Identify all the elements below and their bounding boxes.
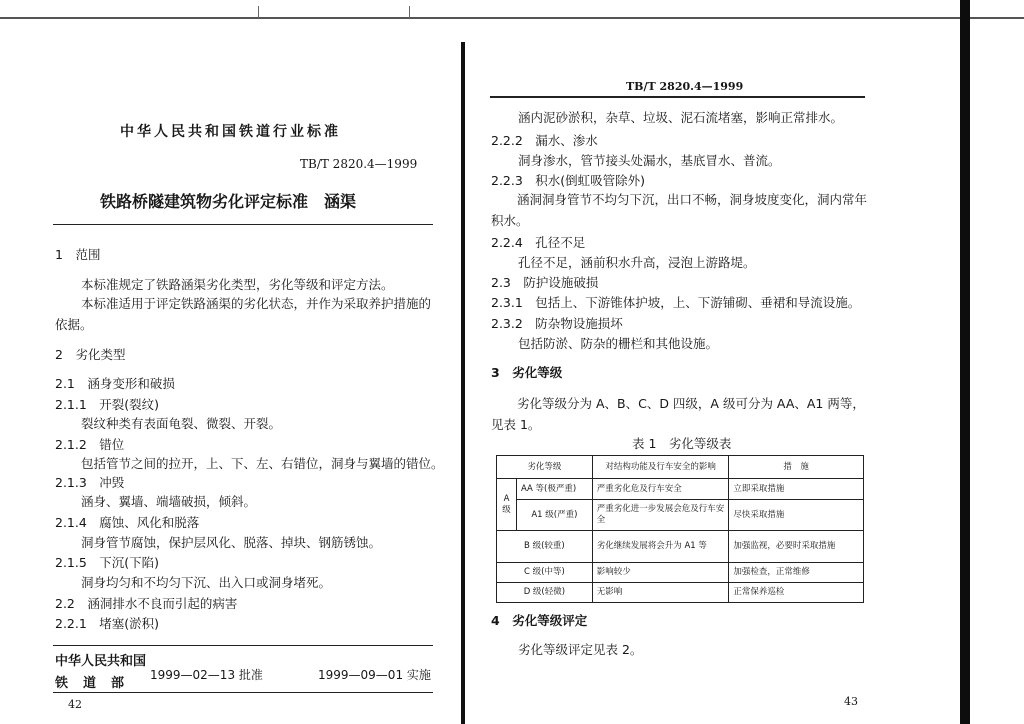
table-cell: 影响较少	[592, 563, 729, 583]
table-cell: 加强监视，必要时采取措施	[729, 531, 864, 563]
section-2-1-3: 2.1.3 冲毁	[55, 475, 125, 490]
section-1-para-1: 本标准规定了铁路涵渠劣化类型，劣化等级和评定方法。	[81, 277, 394, 292]
table-1-caption: 表 1 劣化等级表	[632, 436, 732, 451]
table-header-impact: 对结构功能及行车安全的影响	[592, 456, 729, 479]
table-cell: 尽快采取措施	[729, 500, 864, 531]
table-cell: 加强检查，正常维修	[729, 563, 864, 583]
section-1-heading: 1 范围	[55, 247, 101, 262]
right-edge-bar	[960, 0, 970, 724]
section-2-1-5-desc: 洞身均匀和不均匀下沉、出入口或洞身堵死。	[81, 575, 332, 590]
footer-org-line-1: 中华人民共和国	[55, 654, 147, 669]
table-cell: 劣化继续发展将会升为 A1 等	[592, 531, 729, 563]
approval-date: 1999—02—13 批准	[150, 668, 263, 682]
section-4-heading: 4 劣化等级评定	[491, 613, 588, 628]
title-rule	[53, 224, 433, 225]
section-3-heading: 3 劣化等级	[491, 365, 563, 380]
section-2-3-2: 2.3.2 防杂物设施损坏	[491, 316, 623, 331]
table-header-row	[497, 456, 864, 479]
section-2-heading: 2 劣化类型	[55, 347, 126, 362]
left-standard-number: TB/T 2820.4—1999	[300, 157, 418, 171]
table-row	[497, 583, 864, 603]
table-cell: B 级(较重)	[497, 531, 593, 563]
section-2-3-1: 2.3.1 包括上、下游锥体护坡，上、下游铺砌、垂裙和导流设施。	[491, 295, 861, 310]
section-2-1-1: 2.1.1 开裂(裂纹)	[55, 397, 160, 412]
section-2-2-2: 2.2.2 漏水、渗水	[491, 133, 598, 148]
implementation-date: 1999—09—01 实施	[318, 668, 431, 682]
section-2-2-4-desc: 孔径不足，涵前积水升高，浸泡上游路堤。	[518, 255, 756, 270]
grade-table	[496, 455, 864, 603]
table-row	[497, 500, 864, 531]
table-cell: 无影响	[592, 583, 729, 603]
section-1-para-2: 本标准适用于评定铁路涵渠的劣化状态，并作为采取养护措施的依据。	[55, 296, 432, 332]
section-2-1-4-desc: 洞身管节腐蚀，保护层风化、脱落、掉块、钢筋锈蚀。	[81, 535, 382, 550]
table-row	[497, 563, 864, 583]
table-header-grade: 劣化等级	[497, 456, 593, 479]
table-cell: AA 等(极严重)	[516, 479, 592, 500]
section-2-1-5: 2.1.5 下沉(下陷)	[55, 555, 160, 570]
table-header-measures: 措 施	[729, 456, 864, 479]
left-page-number: 42	[68, 698, 82, 711]
section-2-1-2-desc: 包括管节之间的拉开，上、下、左、右错位，洞身与翼墙的错位。	[81, 456, 444, 471]
table-cell: A1 级(严重)	[516, 500, 592, 531]
section-2-2-2-desc: 洞身渗水，管节接头处漏水，基底冒水、普流。	[518, 153, 781, 168]
footer-rule	[53, 645, 433, 646]
section-2-1-4: 2.1.4 腐蚀、风化和脱落	[55, 515, 200, 530]
section-2-3-2-desc: 包括防淤、防杂的栅栏和其他设施。	[518, 336, 719, 351]
table-cell: C 级(中等)	[497, 563, 593, 583]
table-a-group: A 级	[497, 479, 517, 531]
top-scan-line	[0, 17, 1024, 19]
left-page-header: 中华人民共和国铁道行业标准	[120, 124, 341, 140]
page-gutter-line	[461, 42, 465, 724]
right-page-number: 43	[844, 695, 858, 708]
section-2-2-3-desc: 涵洞洞身管节不均匀下沉，出口不畅，洞身坡度变化，洞内常年积水。	[491, 192, 868, 228]
section-2-2-3: 2.2.3 积水(倒虹吸管除外)	[491, 173, 646, 188]
section-2-3: 2.3 防护设施破损	[491, 275, 599, 290]
table-cell: 严重劣化进一步发展会危及行车安全	[592, 500, 729, 531]
section-4-para: 劣化等级评定见表 2。	[518, 642, 643, 657]
top-tick-right	[409, 6, 410, 18]
section-2-2-4: 2.2.4 孔径不足	[491, 235, 586, 250]
right-header-rule	[490, 96, 865, 98]
footer-rule-bottom	[53, 692, 433, 693]
section-2-1-1-desc: 裂纹种类有表面龟裂、微裂、开裂。	[81, 416, 282, 431]
table-cell: 严重劣化危及行车安全	[592, 479, 729, 500]
table-row	[497, 531, 864, 563]
section-2-2-1: 2.2.1 堵塞(淤积)	[55, 616, 160, 631]
table-cell: D 级(轻微)	[497, 583, 593, 603]
top-tick-left	[258, 6, 259, 18]
document-title: 铁路桥隧建筑物劣化评定标准 涵渠	[100, 192, 357, 211]
section-2-1-2: 2.1.2 错位	[55, 437, 125, 452]
section-2-2: 2.2 涵洞排水不良而引起的病害	[55, 596, 238, 611]
footer-org-line-2: 铁 道 部	[55, 676, 126, 691]
table-cell: 正常保养巡检	[729, 583, 864, 603]
right-page-header: TB/T 2820.4—1999	[626, 80, 744, 93]
section-2-2-1-desc: 涵内泥砂淤积，杂草、垃圾、泥石流堵塞，影响正常排水。	[518, 110, 844, 125]
section-3-para: 劣化等级分为 A、B、C、D 四级，A 级可分为 AA、A1 两等，见表 1。	[491, 396, 865, 432]
section-2-1-3-desc: 涵身、翼墙、端墙破损，倾斜。	[81, 494, 257, 509]
table-cell: 立即采取措施	[729, 479, 864, 500]
table-row	[497, 479, 864, 500]
section-2-1: 2.1 涵身变形和破损	[55, 376, 175, 391]
